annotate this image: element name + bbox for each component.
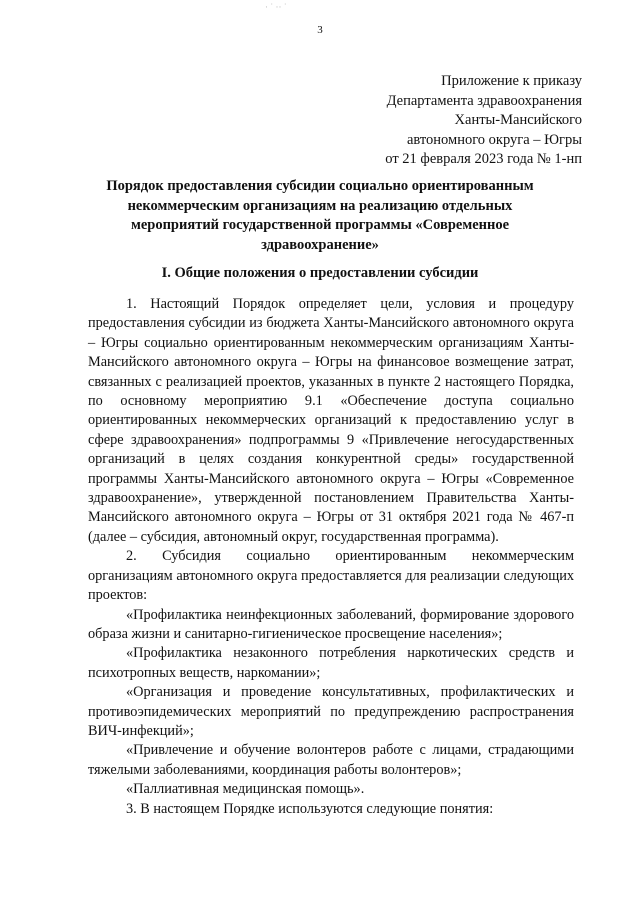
paragraph: 2. Субсидия социально ориентированным некоммерческим организациям автономного округа предоставляется для реализации следующих проектов: — [88, 548, 574, 604]
scan-artifact: · ˙ ·· ˙ — [265, 2, 287, 12]
paragraph: «Профилактика незаконного потребления наркотических средств и психотропных веществ, наркомании»; — [88, 645, 574, 681]
paragraph: 3. В настоящем Порядке используются следующие понятия: — [126, 800, 494, 817]
appendix-line: Департамента здравоохранения — [386, 92, 582, 109]
document-body — [88, 295, 574, 819]
paragraph: «Профилактика неинфекционных заболеваний, формирование здорового образа жизни и санитарно-гигиеническое просвещение населения»; — [88, 606, 574, 642]
appendix-line: Приложение к приказу — [441, 73, 582, 89]
paragraph: 1. Настоящий Порядок определяет цели, условия и процедуру предоставления субсидии из бюджета Ханты-Мансийского автономного округа – Югры социально ориентированным некоммерческим организациям Ханты-Мансийского автономного округа – Югры на финансовое возмещение затрат, связанных с реализацией проектов, указанных в пункте 2 настоящего Порядка, по основному мероприятию 9.1 «Обеспечение доступа социально ориентированных некоммерческих организаций к предоставлению услуг в сфере здравоохранения» подпрограммы 9 «Привлечение негосударственных организаций в целях создания конкурентной среды» государственной программы Ханты-Мансийского автономного округа – Югры «Современное здравоохранение», утвержденной постановлением Правительства Ханты-Мансийского автономного округа – Югры от 31 октября 2021 года № 467-п (далее – субсидия, автономный округ, государственная программа). — [88, 296, 574, 545]
appendix-line: автономного округа – Югры — [406, 131, 582, 148]
paragraph: «Привлечение и обучение волонтеров работе с лицами, страдающими тяжелыми заболеваниями, координация работы волонтеров»; — [88, 742, 574, 778]
paragraph: «Организация и проведение консультативных, профилактических и противоэпидемических мероприятий по предупреждению распространения ВИЧ-инфекций»; — [88, 684, 574, 739]
appendix-line: от 21 февраля 2023 года № 1-нп — [385, 151, 582, 167]
paragraph: «Паллиативная медицинская помощь». — [126, 781, 365, 798]
page-number: 3 — [317, 24, 323, 36]
appendix-line: Ханты-Мансийского — [454, 112, 582, 128]
document-title: Порядок предоставления субсидии социально ориентированным некоммерческим организациям на реализацию отдельных мероприятий государственной программы «Современное здравоохранение» — [106, 178, 534, 253]
appendix-block — [385, 72, 582, 170]
section-heading: I. Общие положения о предоставлении субсидии — [161, 265, 479, 281]
